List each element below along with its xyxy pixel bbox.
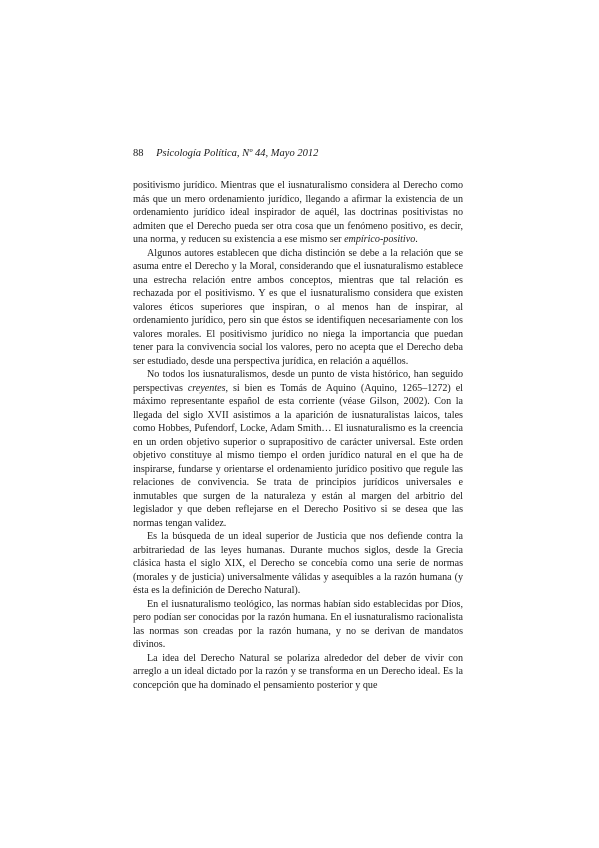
running-header <box>133 147 463 160</box>
body-text <box>133 179 463 692</box>
paragraph-6: La idea del Derecho Natural se polariza alrededor del deber de vivir con arreglo a un ideal dictado por la razón y se transforma en un Derecho ideal. Es la concepción que ha dominado el pensamiento posterior y que <box>133 652 463 691</box>
paragraph-5: En el iusnaturalismo teológico, las normas habían sido establecidas por Dios, pero podían ser conocidas por la razón humana. En el iusnaturalismo racionalista las normas son creadas por la razón humana, y no se derivan de mandatos divinos. <box>133 598 463 650</box>
paragraph-1-text-b: . <box>415 234 418 245</box>
paragraph-2: Algunos autores establecen que dicha distinción se debe a la relación que se asuma entre el Derecho y la Moral, considerando que el iusnaturalismo establece una estrecha relación entre ambos conceptos, mientras que tal relación es rechazada por el positivismo. Y es que el iusnaturalismo considera que existen valores éticos superiores que inspiran, o al menos han de inspirar, al ordenamiento jurídico, pero sin que éstos se identifiquen necesariamente con los valores morales. El positivismo jurídico no niega la importancia que puedan tener para la convivencia social los valores, pero no acepta que el Derecho deba ser estudiado, desde una perspectiva jurídica, en relación a aquéllos. <box>133 247 463 367</box>
paragraph-3 <box>133 368 463 530</box>
page-number: 88 <box>133 148 144 159</box>
paragraph-3-text-b: , si bien es Tomás de Aquino (Aquino, 1265–1272) el máximo representante español de esta corriente (véase Gilson, 2002). Con la llegada del siglo XVII asistimos a la aparición de iusnaturalistas laicos, tales como Hobbes, Pufendorf, Locke, Adam Smith… El iusnaturalismo es la creencia en un orden objetivo superior o suprapositivo de carácter universal. Este orden objetivo constituye al mismo tiempo el orden jurídico natural en el que ha de inspirarse, fundarse y orientarse el ordenamiento jurídico positivo que regule las relaciones de convivencia. Se trata de principios jurídicos universales e inmutables que surgen de la naturaleza y están al margen del arbitrio del legislador y que deben reflejarse en el Derecho Positivo si se desea que las normas tengan validez. <box>133 382 463 529</box>
paragraph-4: Es la búsqueda de un ideal superior de Justicia que nos defiende contra la arbitrariedad de las leyes humanas. Durante muchos siglos, desde la Grecia clásica hasta el siglo XIX, el Derecho se concebía como una serie de normas (morales y de justicia) universalmente válidas y asequibles a la razón humana (y ésta es la definición de Derecho Natural). <box>133 531 463 596</box>
paragraph-3-emphasis: creyentes <box>187 382 226 394</box>
paragraph-3-text-a: No todos los iusnaturalismos, desde un punto de vista histórico, han seguido perspectivas <box>133 369 463 394</box>
paragraph-1-text-a: positivismo jurídico. Mientras que el iusnaturalismo considera al Derecho como más que un mero ordenamiento jurídico, llegando a afirmar la existencia de un ordenamiento jurídico ideal inspirador de aquél, las doctrinas positivistas no admiten que el Derecho pueda ser otra cosa que un fenómeno positivo, es decir, una norma, y reducen su existencia a ese mismo ser <box>133 180 463 245</box>
journal-citation: Psicología Política, Nº 44, Mayo 2012 <box>156 148 319 159</box>
paragraph-1 <box>133 179 463 247</box>
paragraph-1-emphasis: empírico-positivo <box>344 234 416 245</box>
